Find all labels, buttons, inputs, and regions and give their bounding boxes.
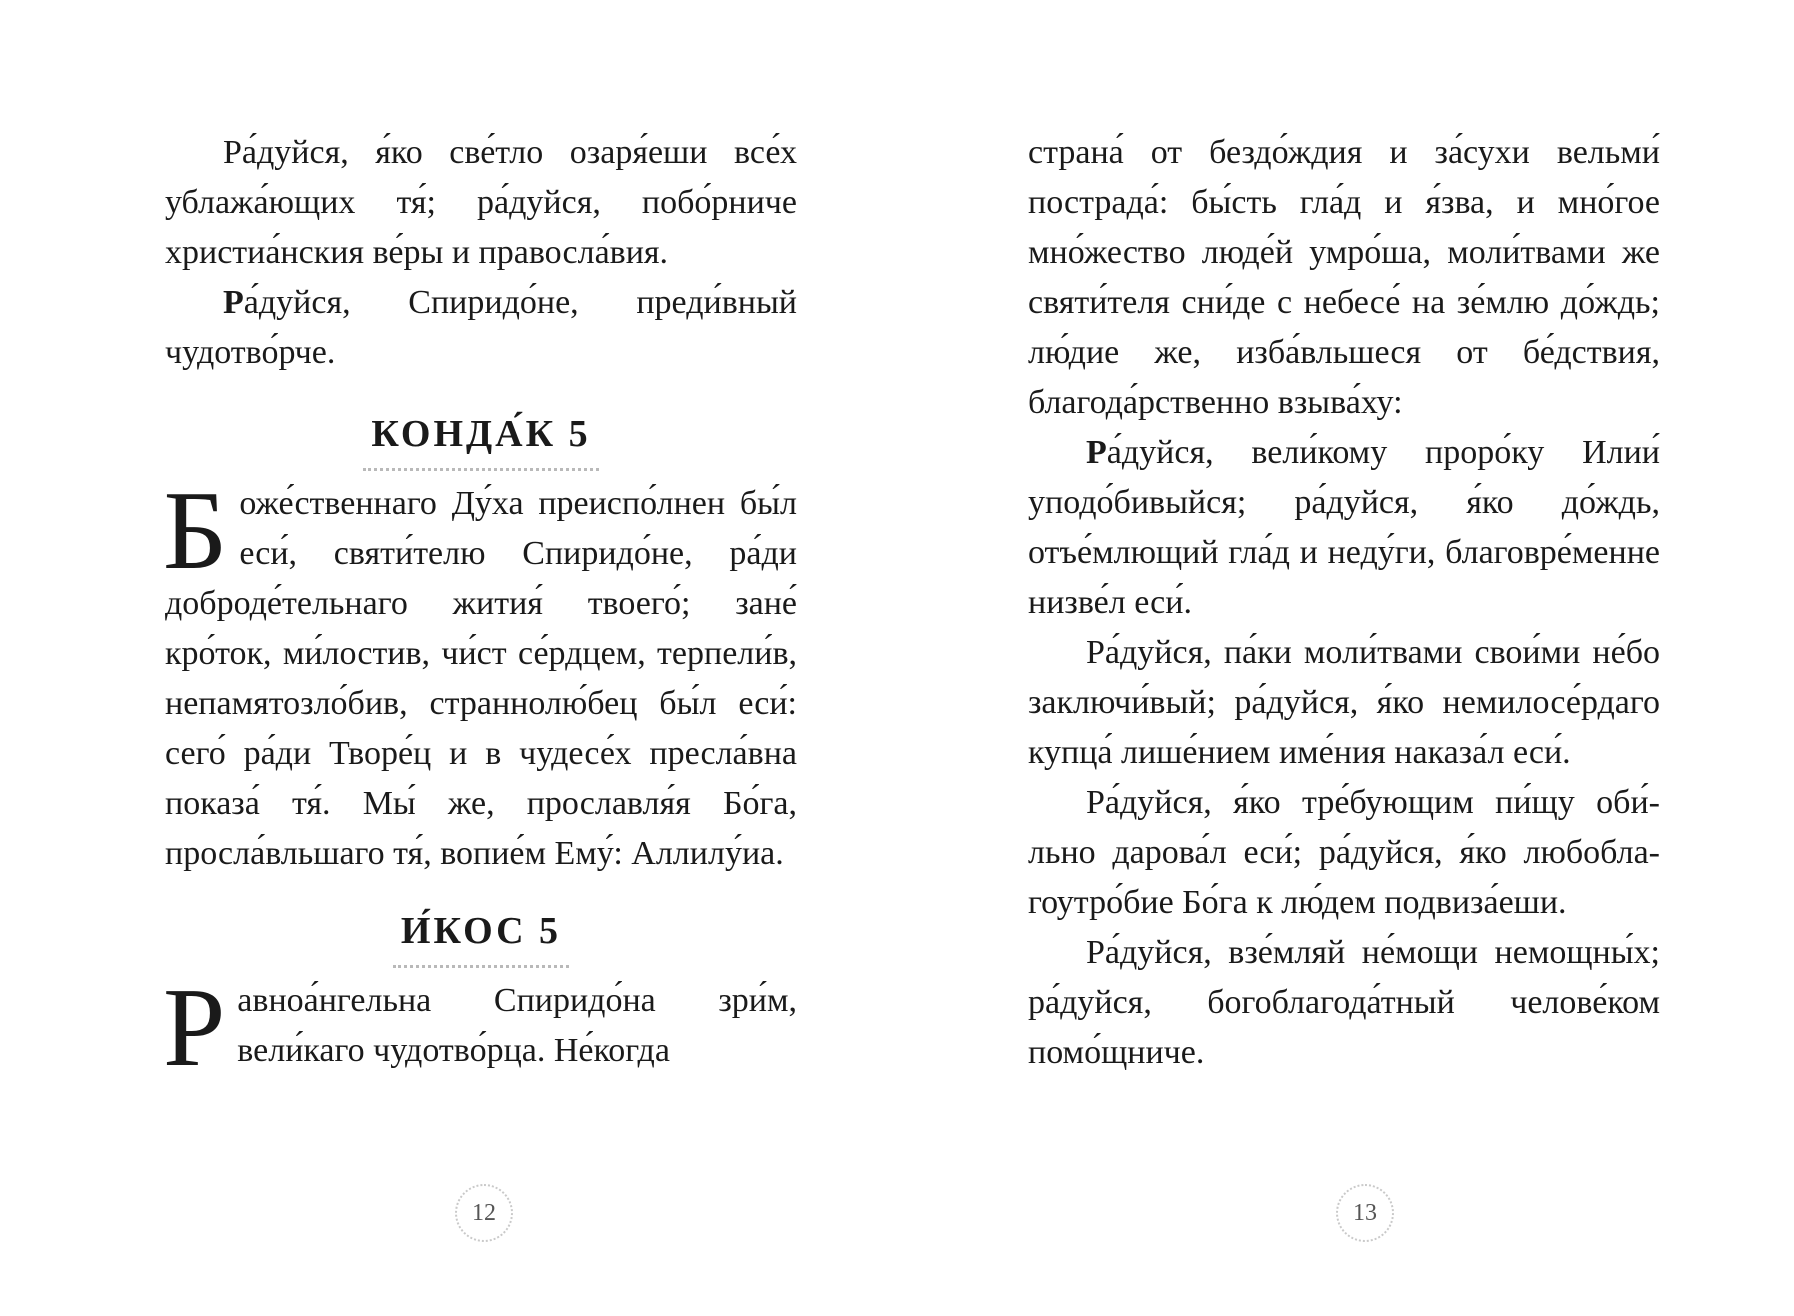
right-paragraph-2-text: а́дуйся, вели́кому проро́ку Илии́ уподо́бивыйся; ра́дуйся, я́ко до́ждь, отъе́млющий гла́д и неду́ги, благовре́менне низве́л еси́.	[1028, 434, 1660, 621]
ikos-heading: И́КОС 5	[400, 910, 562, 952]
kondak-drop-cap: Б	[163, 469, 228, 593]
kondak-body: оже́ственнаго Ду́ха преиспо́лнен бы́л еси́, святи́телю Спиридо́не, ра́ди доброде́тельнаго жития́ твоего́; зане́ кро́ток, ми́лостив, чи́ст се́рдцем, терпели́в, непамятозло́бив, страннолю́бец бы́л еси́: сего́ ра́ди Творе́ц и в чудесе́х пресла́вна показа́ тя́. Мы́ же, прославля́я Бо́га, просла́вльшаго тя́, вопие́м Ему́: Аллилу́иа.	[165, 485, 797, 872]
kondak-heading: КОНДА́К 5	[371, 413, 591, 455]
left-page	[163, 128, 797, 1090]
kondak-text	[163, 469, 797, 879]
right-paragraph-5: Ра́дуйся, взе́мляй не́мощи немощны́х; ра́дуйся, богоблагода́тный челове́ком помо́щниче.	[1028, 934, 1660, 1071]
right-paragraph-2-initial: Р	[1086, 434, 1107, 471]
page-number-left: 12	[455, 1184, 513, 1242]
ikos-text	[163, 966, 797, 1090]
kondak-heading-wrap	[165, 410, 797, 471]
ikos-drop-cap: Р	[163, 966, 226, 1090]
right-paragraph-4: Ра́дуйся, я́ко тре́бующим пи́щу оби́льно дарова́л еси́; ра́дуйся, я́ко любоблагоутро́бие Бо́га к лю́дем подвиза́еши.	[1028, 784, 1660, 921]
kondak-heading-underline	[363, 410, 598, 471]
page-number-right: 13	[1336, 1184, 1394, 1242]
ikos-body: авноа́нгельна Спиридо́на зри́м, вели́каго чудотво́рца. Не́когда	[237, 982, 797, 1069]
ikos-heading-wrap	[165, 907, 797, 968]
ikos-heading-underline	[393, 907, 569, 968]
right-page	[1028, 128, 1660, 1078]
left-paragraph-2	[165, 278, 797, 378]
right-paragraph-3: Ра́дуйся, па́ки моли́твами свои́ми не́бо заключи́вый; ра́дуйся, я́ко немилосе́рдаго купца́ лише́нием име́ния наказа́л еси́.	[1028, 634, 1660, 771]
left-paragraph-1: Ра́дуйся, я́ко све́тло озаря́еши все́х ублажа́ющих тя́; ра́дуйся, побо́рниче христиа́нския ве́ры и правосла́вия.	[165, 134, 797, 271]
right-paragraph-1: страна́ от бездо́ждия и за́сухи вельми́ пострада́: бы́сть гла́д и я́зва, и мно́гое мно́жество люде́й умро́ша, моли́твами же святи́теля сни́де с небесе́ на зе́млю до́ждь; лю́дие же, изба́вльшеся от бе́дствия, благода́рственно взыва́ху:	[1028, 134, 1660, 421]
left-paragraph-2-initial: Р	[223, 284, 244, 321]
right-paragraph-2	[1028, 428, 1660, 628]
left-paragraph-2-text: а́дуйся, Спиридо́не, преди́вный чудотво́рче.	[165, 284, 797, 371]
